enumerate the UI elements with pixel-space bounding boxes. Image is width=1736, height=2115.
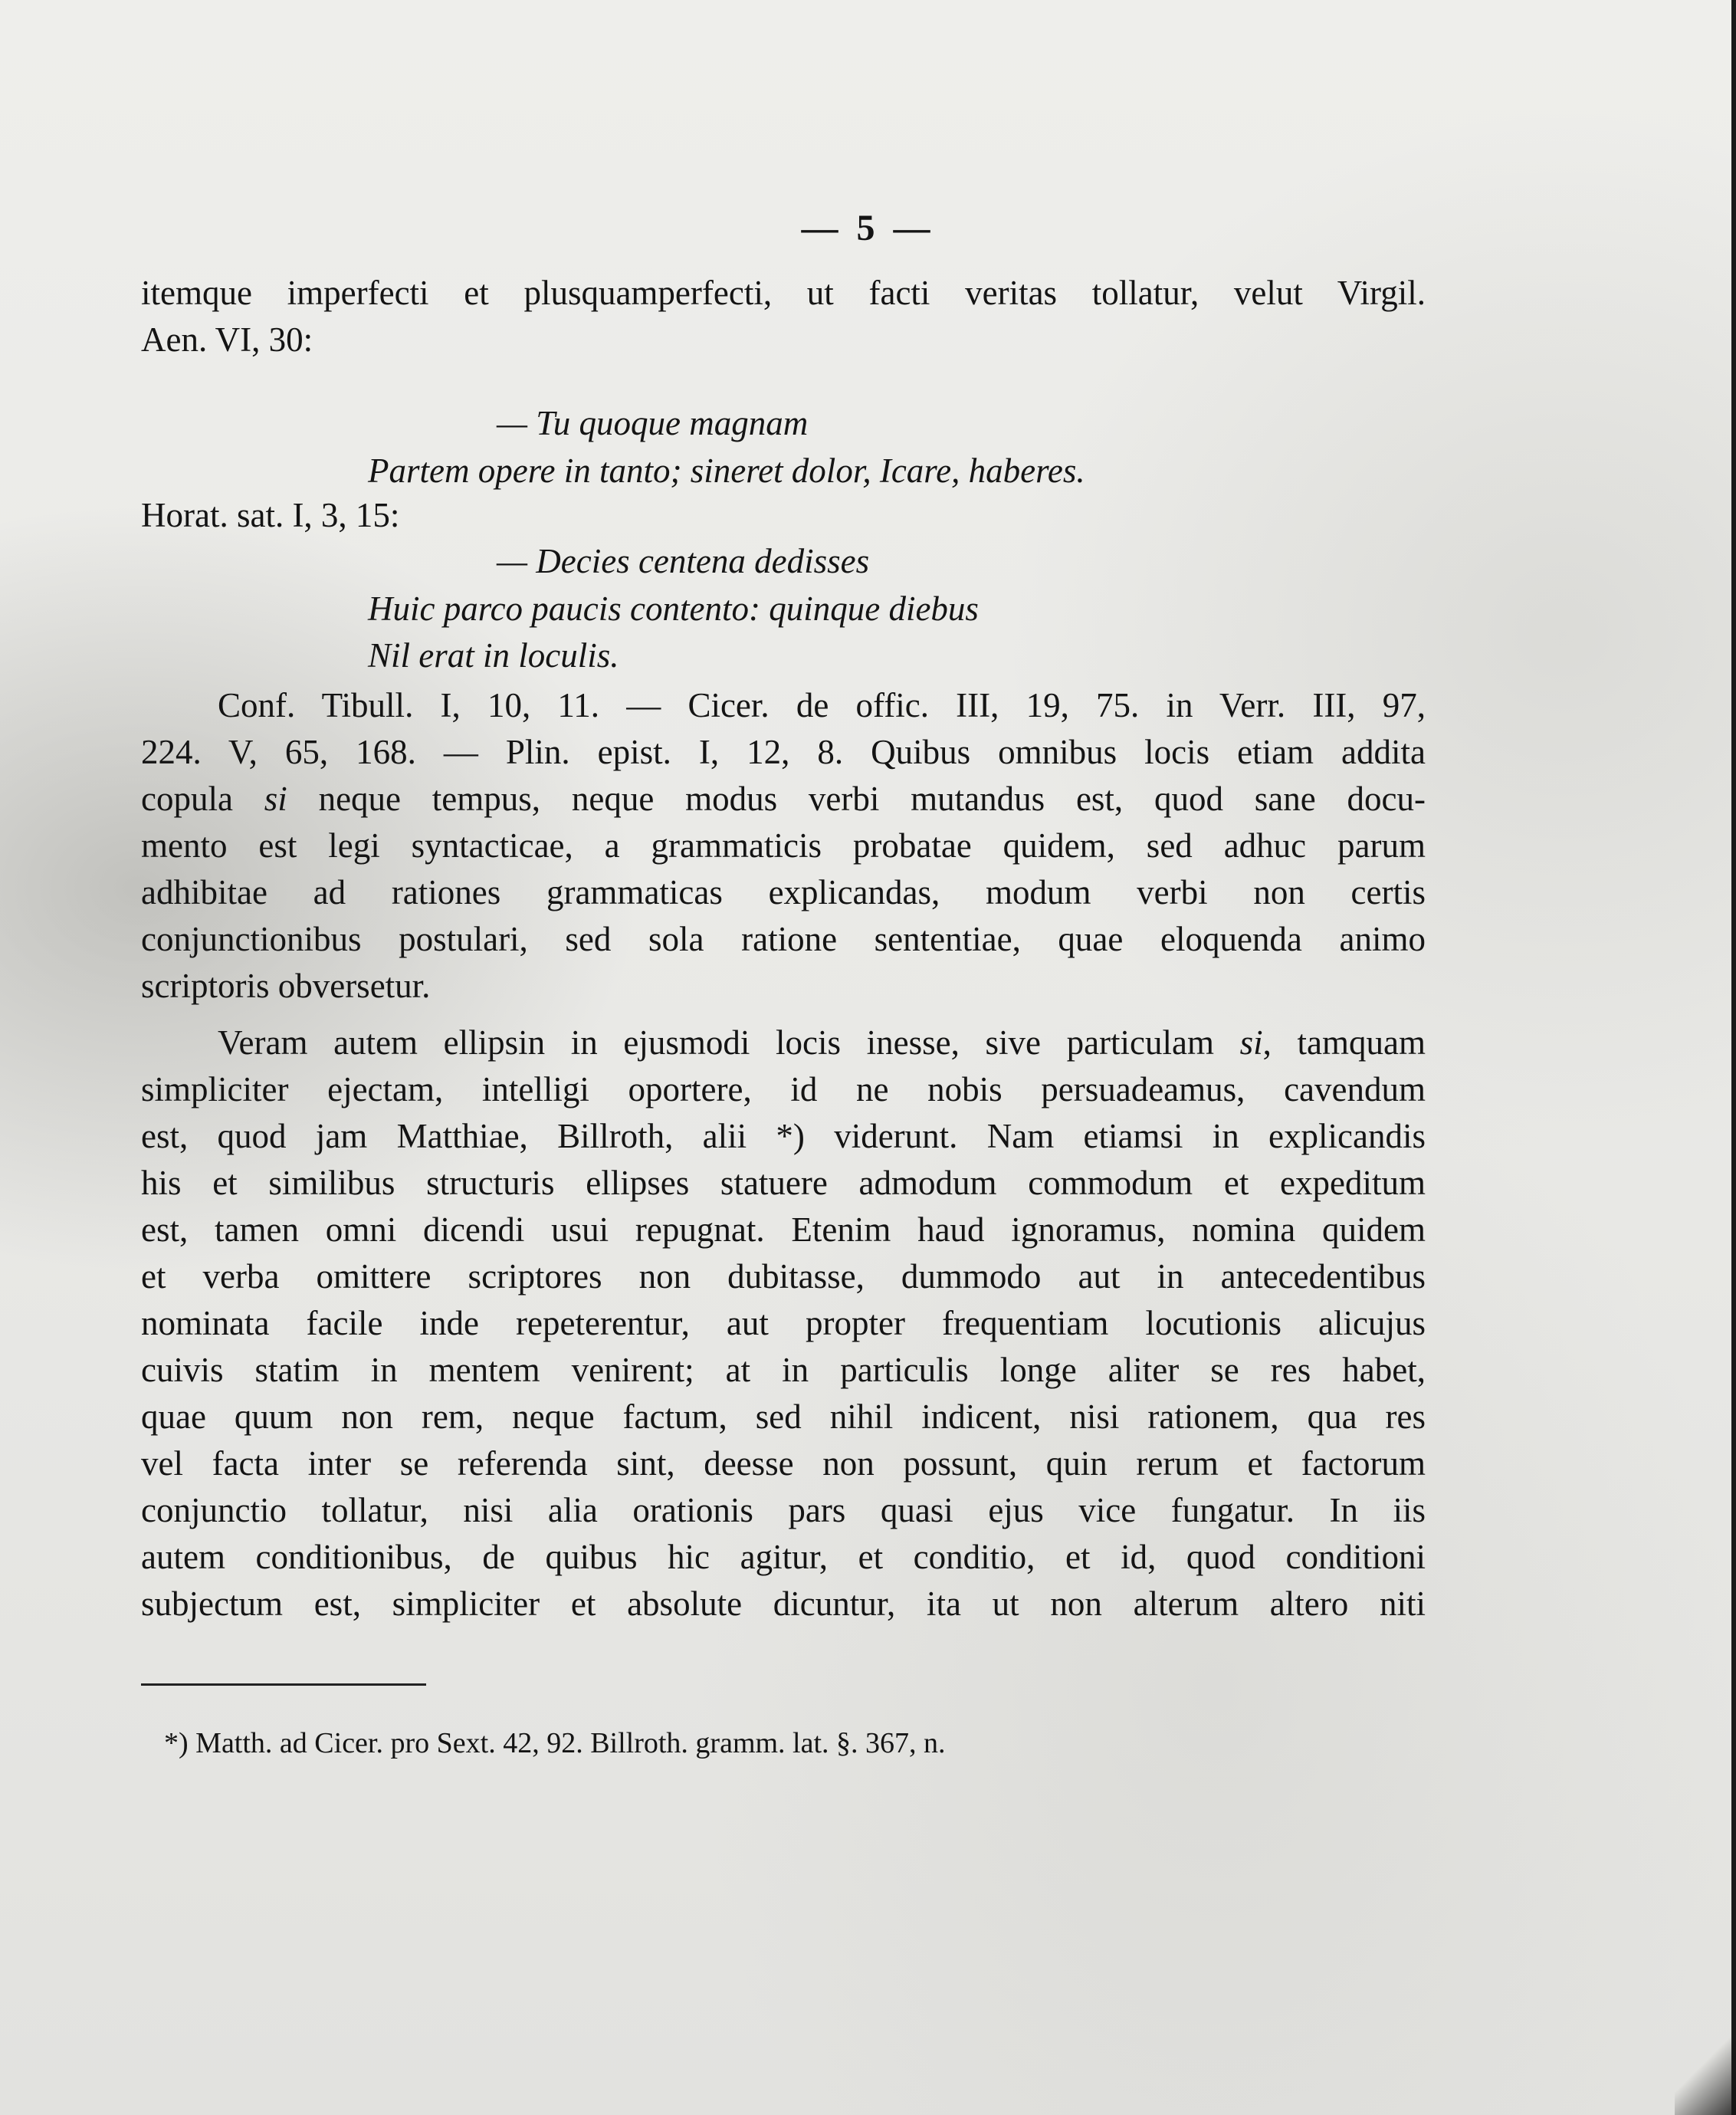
text-line: simpliciter ejectam, intelligi oportere, id ne nobis persuadeamus, cavendum [141,1070,1426,1108]
verse-line: Nil erat in loculis. [368,636,619,675]
text-line: vel facta inter se referenda sint, deesse non possunt, quin rerum et factorum [141,1444,1426,1483]
text-line: mento est legi syntacticae, a grammaticis probatae quidem, sed adhuc parum [141,826,1426,865]
text-line: est, quod jam Matthiae, Billroth, alii *) viderunt. Nam etiamsi in explicandis [141,1117,1426,1155]
text-line: cuivis statim in mentem venirent; at in particulis longe aliter se res habet, [141,1351,1426,1389]
text-line: quae quum non rem, neque factum, sed nihil indicent, nisi rationem, qua res [141,1397,1426,1436]
footnote-divider [141,1683,426,1686]
text-line: conjunctionibus postulari, sed sola ratione sententiae, quae eloquenda animo [141,920,1426,958]
text-line: 224. V, 65, 168. — Plin. epist. I, 12, 8. Quibus omnibus locis etiam addita [141,733,1426,771]
verse-line: Partem opere in tanto; sineret dolor, Icare, haberes. [368,452,1085,490]
text-line: est, tamen omni dicendi usui repugnat. Etenim haud ignoramus, nomina quidem [141,1210,1426,1249]
verse-line: Huic parco paucis contento: quinque diebus [368,590,979,628]
verse-quote-horace-2 [368,586,1441,679]
verse-line: — Tu quoque magnam [497,404,809,442]
verse-quote-horace [497,538,1416,585]
text-line: et verba omittere scriptores non dubitasse, dummodo aut in antecedentibus [141,1257,1426,1296]
text-line: Aen. VI, 30: [141,320,313,359]
paragraph-1 [141,682,1426,1010]
text-line: autem conditionibus, de quibus hic agitur, et conditio, et id, quod conditioni [141,1538,1426,1576]
text-line: nominata facile inde repeterentur, aut propter frequentiam locutionis alicujus [141,1304,1426,1342]
text-line: conjunctio tollatur, nisi alia orationis pars quasi ejus vice fungatur. In iis [141,1491,1426,1529]
citation-horace [141,492,1426,539]
body-text-top [141,270,1426,363]
text-line: Veram autem ellipsin in ejusmodi locis inesse, sive particulam si, tamquam [218,1023,1426,1062]
verse-quote-virgil [497,400,1416,447]
verse-line: — Decies centena dedisses [497,542,870,580]
text-line: Conf. Tibull. I, 10, 11. — Cicer. de offic. III, 19, 75. in Verr. III, 97, [218,686,1426,724]
text-line: copula si neque tempus, neque modus verbi mutandus est, quod sane docu- [141,780,1426,818]
scan-edge-corner [1675,2008,1736,2115]
footnote: *) Matth. ad Cicer. pro Sext. 42, 92. Billroth. gramm. lat. §. 367, n. [164,1727,946,1759]
text-line: Horat. sat. I, 3, 15: [141,496,400,534]
paragraph-2 [141,1020,1426,1627]
text-line: itemque imperfecti et plusquamperfecti, ut facti veritas tollatur, velut Virgil. [141,274,1426,312]
text-line: scriptoris obversetur. [141,967,431,1005]
scan-edge-right [1731,0,1736,2115]
verse-quote-virgil-2 [368,448,1441,494]
page-number: — 5 — [801,208,935,248]
text-line: adhibitae ad rationes grammaticas explicandas, modum verbi non certis [141,873,1426,911]
text-line: subjectum est, simpliciter et absolute dicuntur, ita ut non alterum altero niti [141,1585,1426,1623]
text-line: his et similibus structuris ellipses statuere admodum commodum et expeditum [141,1164,1426,1202]
